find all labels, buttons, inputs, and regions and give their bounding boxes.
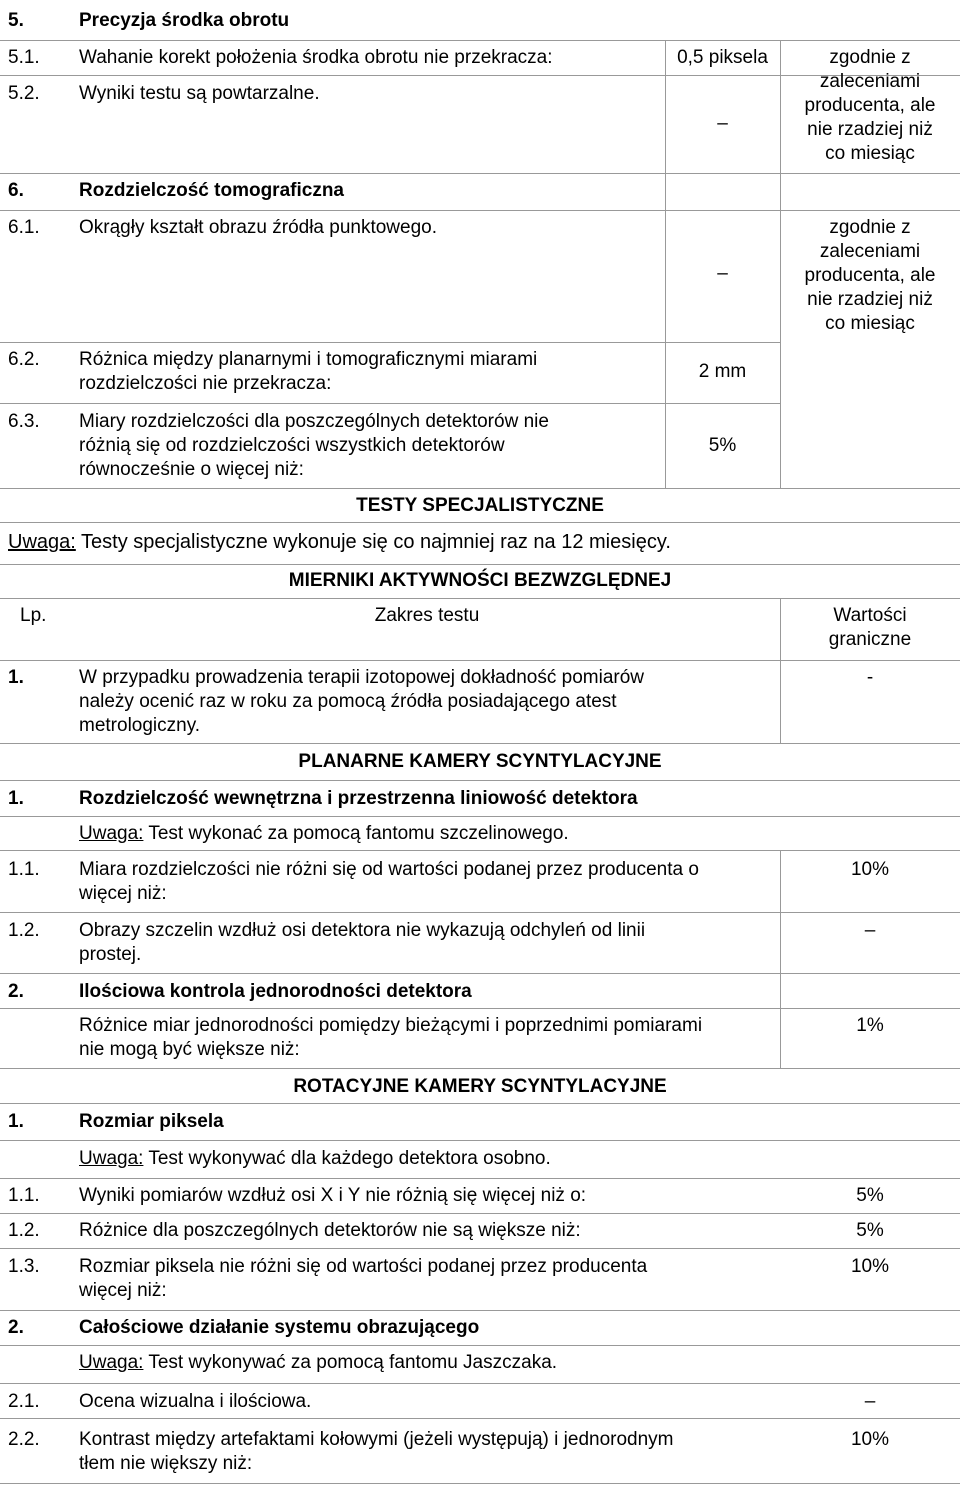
- rule: [0, 210, 960, 211]
- rule: [0, 1310, 960, 1311]
- note-text: Testy specjalistyczne wykonuje się co najmniej raz na 12 miesięcy.: [75, 531, 671, 553]
- row-number: 5.2.: [8, 83, 40, 104]
- text-line: nie mogą być większe niż:: [79, 1039, 300, 1060]
- row-value: –: [717, 113, 728, 134]
- rule: [0, 1345, 960, 1346]
- row-text: [79, 919, 645, 967]
- row-value: –: [864, 920, 876, 941]
- rule: [0, 342, 780, 343]
- note-label: Uwaga:: [79, 1148, 144, 1169]
- text-line: więcej niż:: [79, 1280, 167, 1301]
- row-number: 6.2.: [8, 349, 40, 370]
- text-line: rozdzielczości nie przekracza:: [79, 373, 332, 394]
- row-number: 1.1.: [8, 859, 40, 880]
- rule: [0, 1483, 960, 1484]
- section-title: Całościowe działanie systemu obrazującego: [79, 1317, 480, 1338]
- row-text: [79, 1014, 702, 1062]
- section-title: Ilościowa kontrola jednorodności detektora: [79, 981, 472, 1002]
- frequency-line: producenta, ale: [804, 95, 936, 116]
- row-text: [79, 348, 537, 396]
- text-line: należy ocenić raz w roku za pomocą źródła posiadającego atest: [79, 691, 617, 712]
- rule: [0, 1418, 960, 1419]
- row-text: [79, 858, 699, 906]
- note-text: Test wykonać za pomocą fantomu szczelinowego.: [143, 823, 569, 844]
- row-text: Okrągły kształt obrazu źródła punktowego.: [79, 217, 438, 238]
- note: [79, 1351, 557, 1375]
- note: [79, 822, 569, 846]
- text-line: prostej.: [79, 944, 142, 965]
- rule: [0, 816, 960, 817]
- row-text: [79, 1255, 647, 1303]
- rule: [0, 850, 960, 851]
- rule: [0, 522, 960, 523]
- text-line: Rozmiar piksela nie różni się od wartości podanej przez producenta: [79, 1256, 648, 1277]
- section-heading: MIERNIKI AKTYWNOŚCI BEZWZGLĘDNEJ: [288, 570, 672, 591]
- text-line: więcej niż:: [79, 883, 167, 904]
- frequency-line: nie rzadziej niż: [807, 119, 933, 140]
- text-line: Różnica między planarnymi i tomograficznymi miarami: [79, 349, 538, 370]
- column-header-lp: Lp.: [20, 605, 47, 626]
- rule: [0, 598, 960, 599]
- section-number: 2.: [8, 981, 24, 1002]
- row-value: –: [864, 1391, 876, 1412]
- frequency-line: zaleceniami: [819, 241, 921, 262]
- section-title: Rozdzielczość tomograficzna: [79, 180, 344, 201]
- row-number: 1.2.: [8, 920, 40, 941]
- row-text: Ocena wizualna i ilościowa.: [79, 1391, 312, 1412]
- note-label: Uwaga:: [79, 1352, 144, 1373]
- row-number: 1.1.: [8, 1185, 40, 1206]
- section-heading: ROTACYJNE KAMERY SCYNTYLACYJNE: [293, 1076, 667, 1097]
- row-text: Różnice dla poszczególnych detektorów nie są większe niż:: [79, 1220, 581, 1241]
- row-text: [79, 1428, 674, 1476]
- row-value: 0,5 piksela: [677, 47, 768, 68]
- rule: [0, 780, 960, 781]
- row-value: 10%: [850, 1429, 890, 1450]
- note-label: Uwaga:: [8, 531, 76, 553]
- section-number: 5.: [8, 10, 24, 31]
- text-line: Różnice miar jednorodności pomiędzy bieżącymi i poprzednimi pomiarami: [79, 1015, 703, 1036]
- row-value: -: [866, 667, 874, 688]
- rule: [0, 743, 960, 744]
- frequency-note: [780, 46, 960, 166]
- row-value: 10%: [850, 1256, 890, 1277]
- frequency-line: co miesiąc: [825, 143, 915, 164]
- rule: [0, 1383, 960, 1384]
- section-title: Precyzja środka obrotu: [79, 10, 290, 31]
- column-header-scope: Zakres testu: [374, 605, 480, 626]
- row-text: Wahanie korekt położenia środka obrotu nie przekracza:: [79, 47, 553, 68]
- text-line: metrologiczny.: [79, 715, 201, 736]
- section-number: 1.: [8, 1111, 24, 1132]
- section-heading: TESTY SPECJALISTYCZNE: [356, 495, 604, 516]
- rule: [0, 1103, 960, 1104]
- section-number: 2.: [8, 1317, 24, 1338]
- rule: [0, 1140, 960, 1141]
- frequency-note: [780, 216, 960, 336]
- row-number: 1.: [8, 667, 24, 688]
- row-value: 1%: [856, 1015, 884, 1036]
- rule: [0, 912, 960, 913]
- row-number: 2.1.: [8, 1391, 40, 1412]
- row-value: –: [717, 263, 728, 284]
- row-number: 6.3.: [8, 411, 40, 432]
- row-value: 5%: [708, 435, 737, 456]
- rule: [0, 1008, 960, 1009]
- note-text: Test wykonywać dla każdego detektora osobno.: [143, 1148, 551, 1169]
- frequency-line: zgodnie z: [829, 47, 911, 68]
- rule: [0, 660, 960, 661]
- row-number: 1.3.: [8, 1256, 40, 1277]
- section-number: 6.: [8, 180, 24, 201]
- row-value: 5%: [856, 1220, 884, 1241]
- section-title: Rozdzielczość wewnętrzna i przestrzenna liniowość detektora: [79, 788, 638, 809]
- row-number: 5.1.: [8, 47, 40, 68]
- text-line: równocześnie o więcej niż:: [79, 459, 304, 480]
- section-heading: PLANARNE KAMERY SCYNTYLACYJNE: [298, 751, 662, 772]
- note: [8, 530, 671, 554]
- rule: [0, 488, 960, 489]
- text-line: Obrazy szczelin wzdłuż osi detektora nie wykazują odchyleń od linii: [79, 920, 646, 941]
- rule: [0, 173, 960, 174]
- section-number: 1.: [8, 788, 24, 809]
- row-text: [79, 410, 549, 482]
- note-label: Uwaga:: [79, 823, 144, 844]
- text-line: Miary rozdzielczości dla poszczególnych detektorów nie: [79, 411, 549, 432]
- rule: [0, 1213, 960, 1214]
- rule: [0, 1178, 960, 1179]
- section-title: Rozmiar piksela: [79, 1111, 224, 1132]
- text-line: różnią się od rozdzielczości wszystkich detektorów: [79, 435, 505, 456]
- frequency-line: zaleceniami: [819, 71, 921, 92]
- row-text: Wyniki pomiarów wzdłuż osi X i Y nie różnią się więcej niż o:: [79, 1185, 587, 1206]
- rule: [0, 40, 960, 41]
- text-line: tłem nie większy niż:: [79, 1453, 253, 1474]
- row-number: 1.2.: [8, 1220, 40, 1241]
- frequency-line: nie rzadziej niż: [807, 289, 933, 310]
- frequency-line: zgodnie z: [829, 217, 911, 238]
- row-text: [79, 666, 644, 738]
- text-line: graniczne: [828, 629, 912, 650]
- note: [79, 1147, 551, 1171]
- note-text: Test wykonywać za pomocą fantomu Jaszczaka.: [143, 1352, 558, 1373]
- frequency-line: producenta, ale: [804, 265, 936, 286]
- rule: [0, 403, 780, 404]
- row-value: 10%: [850, 859, 890, 880]
- text-line: Kontrast między artefaktami kołowymi (jeżeli występują) i jednorodnym: [79, 1429, 674, 1450]
- row-text: Wyniki testu są powtarzalne.: [79, 83, 320, 104]
- text-line: W przypadku prowadzenia terapii izotopowej dokładność pomiarów: [79, 667, 645, 688]
- text-line: Wartości: [833, 605, 907, 626]
- text-line: Miara rozdzielczości nie różni się od wartości podanej przez producenta o: [79, 859, 699, 880]
- frequency-line: co miesiąc: [825, 313, 915, 334]
- row-number: 6.1.: [8, 217, 40, 238]
- column-header-limits: [780, 604, 960, 652]
- rule: [0, 1248, 960, 1249]
- rule: [0, 973, 960, 974]
- row-value: 5%: [856, 1185, 884, 1206]
- row-value: 2 mm: [698, 361, 747, 382]
- row-number: 2.2.: [8, 1429, 40, 1450]
- rule: [0, 564, 960, 565]
- rule: [0, 1068, 960, 1069]
